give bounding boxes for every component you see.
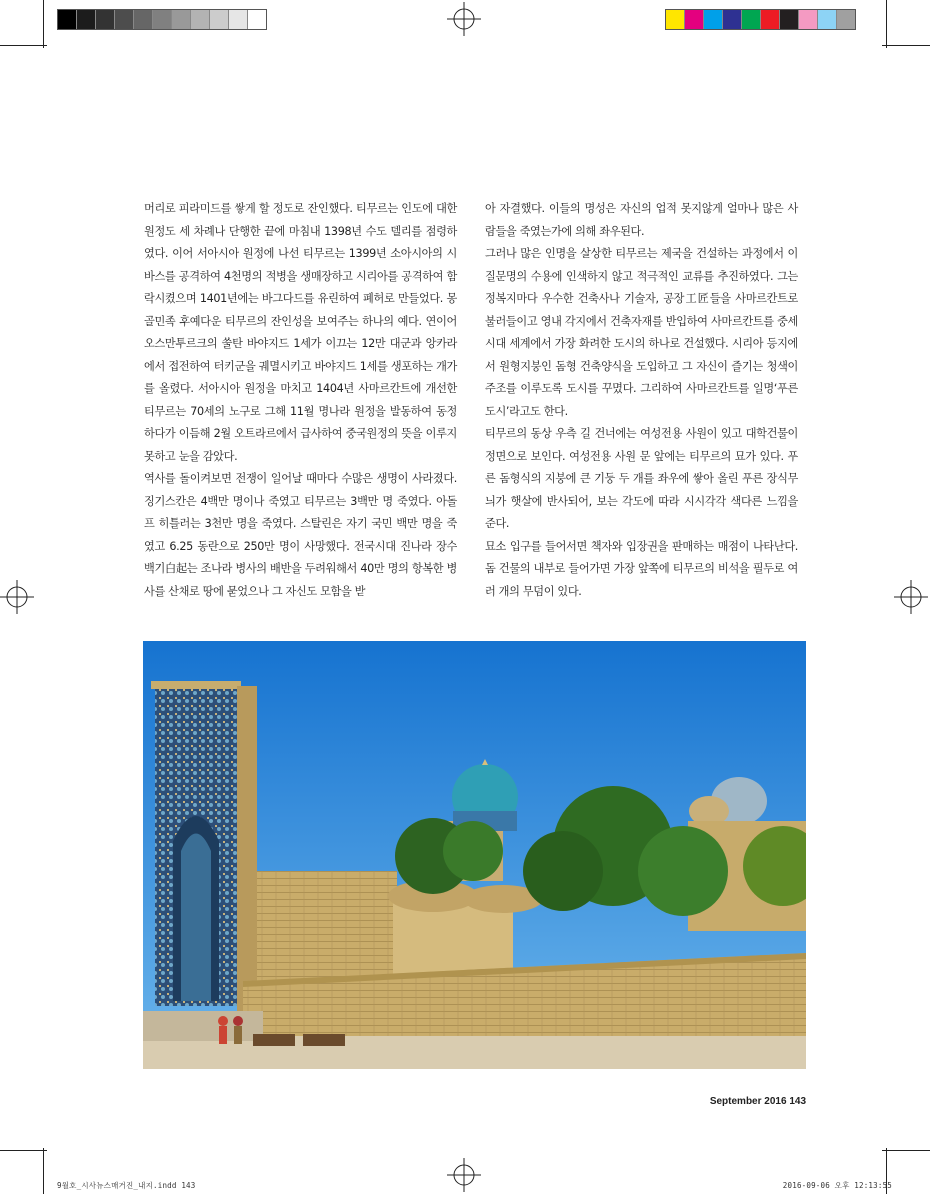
color-swatch — [229, 10, 248, 29]
color-swatch — [191, 10, 210, 29]
article-column-right — [485, 198, 798, 603]
crop-mark — [0, 45, 47, 46]
paragraph: 머리로 피라미드를 쌓게 할 정도로 잔인했다. 티무르는 인도에 대한 원정도 세 차례나 단행한 끝에 마침내 1398년 수도 델리를 점령하였다. 이어 서아시아 원정에 나선 티무르는 1399년 소아시아의 시바스를 공격하여 4천명의 적병을 생매장하고 시리아를 공격하여 함락시켰으며 1401년에는 바그다드를 유린하여 폐허로 만들었다. 몽골민족 후예다운 티무르의 잔인성을 보여주는 하나의 예다. 연이어 오스만투르크의 쑬탄 바야지드 1세가 이끄는 12만 대군과 앙카라에서 접전하여 터키군을 궤멸시키고 바야지드 1세를 생포하는 개가를 올렸다. 서아시아 원정을 마치고 1404년 사마르칸트에 개선한 티무르는 70세의 노구로 그해 11월 명나라 원정을 발동하여 동정하다가 이듬해 2월 오트라르에서 급사하여 중국원정의 뜻을 이루지 못하고 눈을 감았다. — [144, 202, 457, 463]
color-swatch — [96, 10, 115, 29]
registration-mark-icon — [447, 2, 481, 36]
crop-mark — [0, 1150, 47, 1151]
slug-timestamp: 2016-09-06 오후 12:13:55 — [782, 1181, 892, 1190]
color-swatch — [77, 10, 96, 29]
color-swatch — [172, 10, 191, 29]
color-swatch — [685, 10, 704, 29]
slug-file-info: 9월호_시사뉴스매거진_내지.indd 143 — [57, 1181, 196, 1190]
crop-mark — [882, 45, 930, 46]
color-swatch — [780, 10, 799, 29]
page-number-footer: September 2016 143 — [709, 1096, 806, 1107]
crop-mark — [882, 1150, 930, 1151]
color-swatch — [115, 10, 134, 29]
paragraph: 아 자결했다. 이들의 명성은 자신의 업적 못지않게 얼마나 많은 사람들을 죽였는가에 의해 좌우된다. — [485, 202, 798, 238]
grayscale-color-bar — [57, 9, 267, 30]
color-swatch — [799, 10, 818, 29]
color-swatch — [58, 10, 77, 29]
registration-mark-icon — [0, 580, 34, 614]
crop-mark — [43, 1148, 44, 1194]
color-swatch — [210, 10, 229, 29]
color-swatch — [837, 10, 855, 29]
color-swatch — [723, 10, 742, 29]
paragraph: 묘소 입구를 들어서면 책자와 입장권을 판매하는 매점이 나타난다. 돔 건물의 내부로 들어가면 가장 앞쪽에 티무르의 비석을 필두로 여러 개의 무덤이 있다. — [485, 539, 798, 598]
registration-mark-icon — [894, 580, 928, 614]
paragraph: 역사를 돌이켜보면 전쟁이 일어날 때마다 수많은 생명이 사라졌다. 징기스칸은 4백만 명이나 죽였고 티무르는 3백만 명 죽였다. 아돌프 히틀러는 3천만 명을 죽였다. 스탈린은 자기 국민 백만 명을 죽였고 6.25 동란으로 250만 명이 사망했다. 전국시대 진나라 장수 백기白起는 조나라 병사의 배반을 두려워해서 40만 명의 항복한 병사를 산채로 땅에 묻었으나 그 자신도 모함을 받 — [144, 472, 457, 598]
color-swatch — [153, 10, 172, 29]
color-swatch — [761, 10, 780, 29]
mausoleum-photo — [143, 641, 806, 1069]
color-swatch — [742, 10, 761, 29]
paragraph: 그러나 많은 인명을 살상한 티무르는 제국을 건설하는 과정에서 이질문명의 수용에 인색하지 않고 적극적인 교류를 추진하였다. 그는 정복지마다 우수한 건축사나 기술자, 공장工匠들을 사마르칸트로 불러들이고 영내 각지에서 건축자재를 반입하여 사마르칸트를 중세시대 세계에서 가장 화려한 도시의 하나로 건설했다. 시리아 등지에서 원형지붕인 돔형 건축양식을 도입하고 그 자신이 즐기는 청색이 주조를 이루도록 도시를 꾸몄다. 그리하여 사마르칸트를 일명‘푸른 도시’라고도 한다. — [485, 247, 798, 418]
color-swatch — [134, 10, 153, 29]
color-swatch — [704, 10, 723, 29]
color-swatch — [818, 10, 837, 29]
article-column-left — [144, 198, 457, 603]
paragraph: 티무르의 동상 우측 길 건너에는 여성전용 사원이 있고 대학건물이 정면으로 보인다. 여성전용 사원 문 앞에는 티무르의 묘가 있다. 푸른 돔형식의 지붕에 큰 기둥 두 개를 좌우에 쌓아 올린 푸른 장식무늬가 햇살에 반사되어, 보는 각도에 따라 시시각각 색다른 느낌을 준다. — [485, 427, 798, 530]
color-swatch — [248, 10, 266, 29]
process-color-bar — [665, 9, 856, 30]
crop-mark — [43, 0, 44, 48]
color-swatch — [666, 10, 685, 29]
registration-mark-icon — [447, 1158, 481, 1192]
crop-mark — [886, 0, 887, 48]
